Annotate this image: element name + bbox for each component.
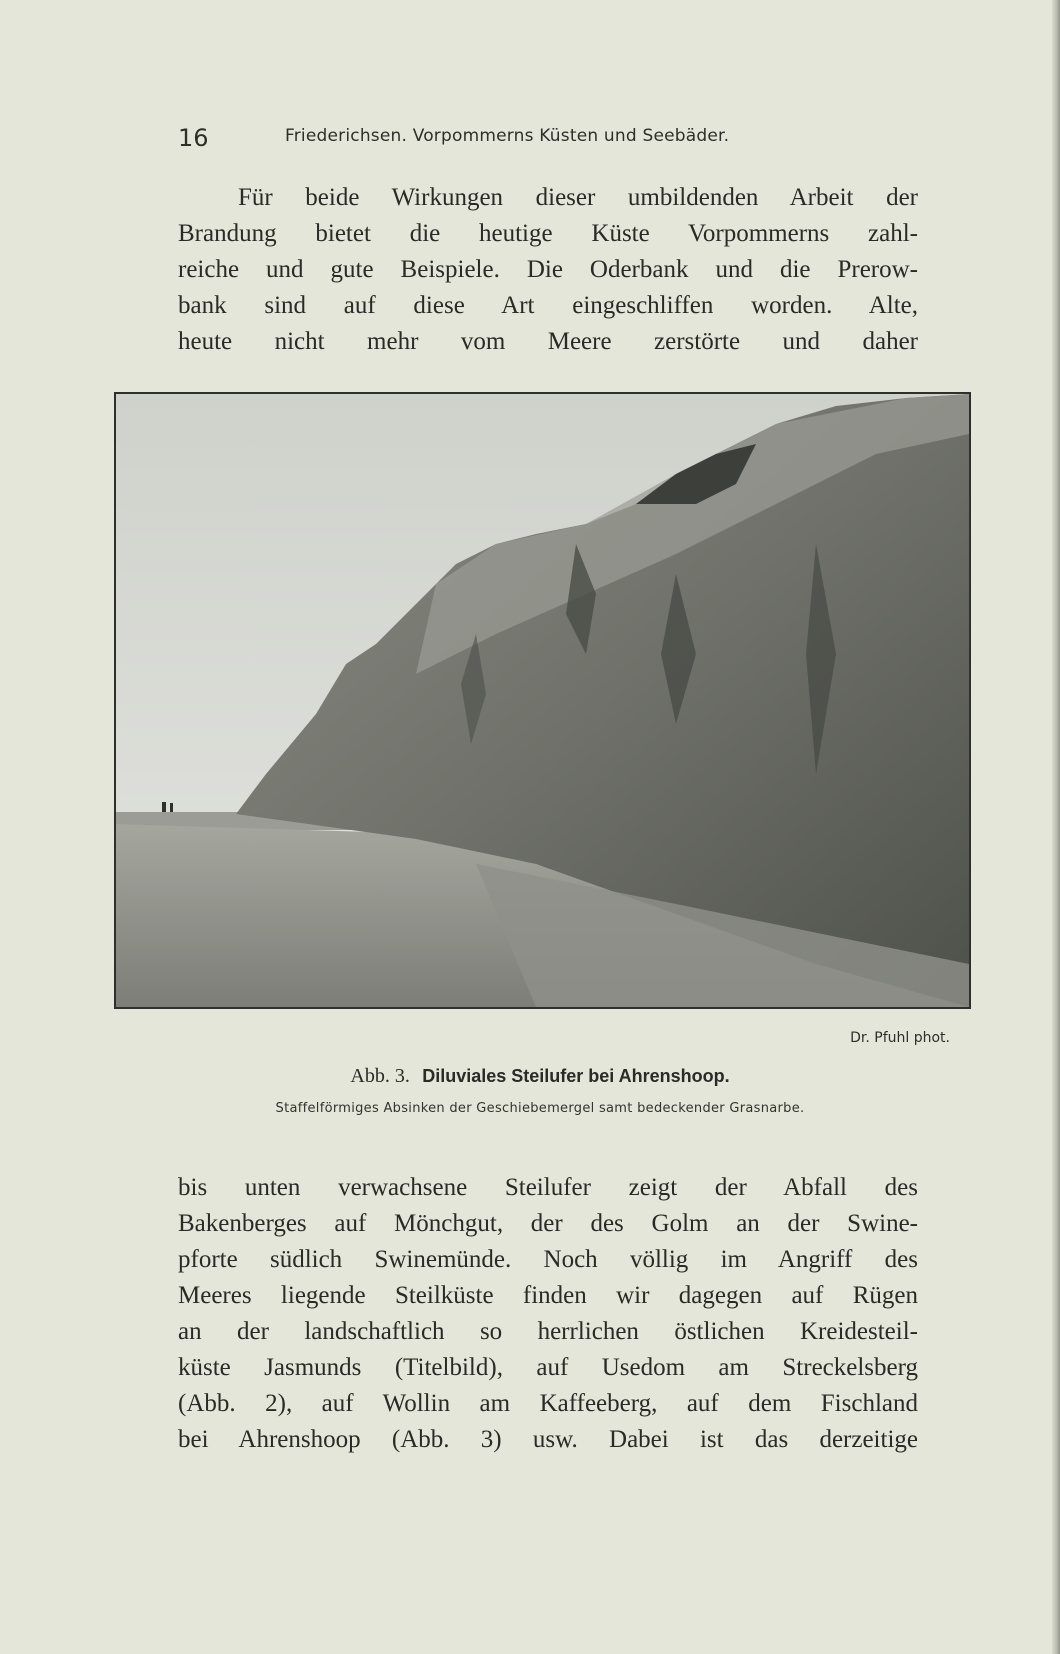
figure-subtitle: Staffelförmiges Absinken der Geschiebemergel samt bedeckender Grasnarbe.	[275, 1101, 805, 1116]
page-header	[178, 120, 918, 160]
text-line: Brandung bietet die heutige Küste Vorpommerns zahl-	[178, 220, 918, 247]
text-line: reiche und gute Beispiele. Die Oderbank und die Prerow-	[178, 256, 918, 283]
paragraph-bottom	[178, 1170, 918, 1458]
figure-label: Abb. 3.	[350, 1065, 410, 1087]
text-line: küste Jasmunds (Titelbild), auf Usedom am Streckelsberg	[178, 1354, 918, 1381]
text-line: heute nicht mehr vom Meere zerstörte und daher	[178, 328, 918, 355]
cliff-photograph	[114, 392, 971, 1009]
page-number: 16	[178, 124, 209, 152]
cliff-photo-illustration	[116, 394, 969, 1007]
figure-caption	[120, 1063, 960, 1088]
text-line: Meeres liegende Steilküste finden wir dagegen auf Rügen	[178, 1282, 918, 1309]
photo-credit: Dr. Pfuhl phot.	[850, 1030, 950, 1046]
text-line: pforte südlich Swinemünde. Noch völlig im Angriff des	[178, 1246, 918, 1273]
text-line: Bakenberges auf Mönchgut, der des Golm an der Swine-	[178, 1210, 918, 1237]
text-line: (Abb. 2), auf Wollin am Kaffeeberg, auf dem Fischland	[178, 1390, 918, 1417]
text-line: Für beide Wirkungen dieser umbildenden Arbeit der	[238, 184, 918, 211]
page-edge	[1052, 0, 1060, 1654]
text-line: bank sind auf diese Art eingeschliffen worden. Alte,	[178, 292, 918, 319]
text-line: bei Ahrenshoop (Abb. 3) usw. Dabei ist das derzeitige	[178, 1426, 918, 1453]
text-line: bis unten verwachsene Steilufer zeigt der Abfall des	[178, 1174, 918, 1201]
running-head: Friederichsen. Vorpommerns Küsten und Seebäder.	[285, 126, 730, 146]
paragraph-top	[178, 180, 918, 360]
figure-title: Diluviales Steilufer bei Ahrenshoop.	[422, 1066, 730, 1086]
text-line: an der landschaftlich so herrlichen östlichen Kreidesteil-	[178, 1318, 918, 1345]
